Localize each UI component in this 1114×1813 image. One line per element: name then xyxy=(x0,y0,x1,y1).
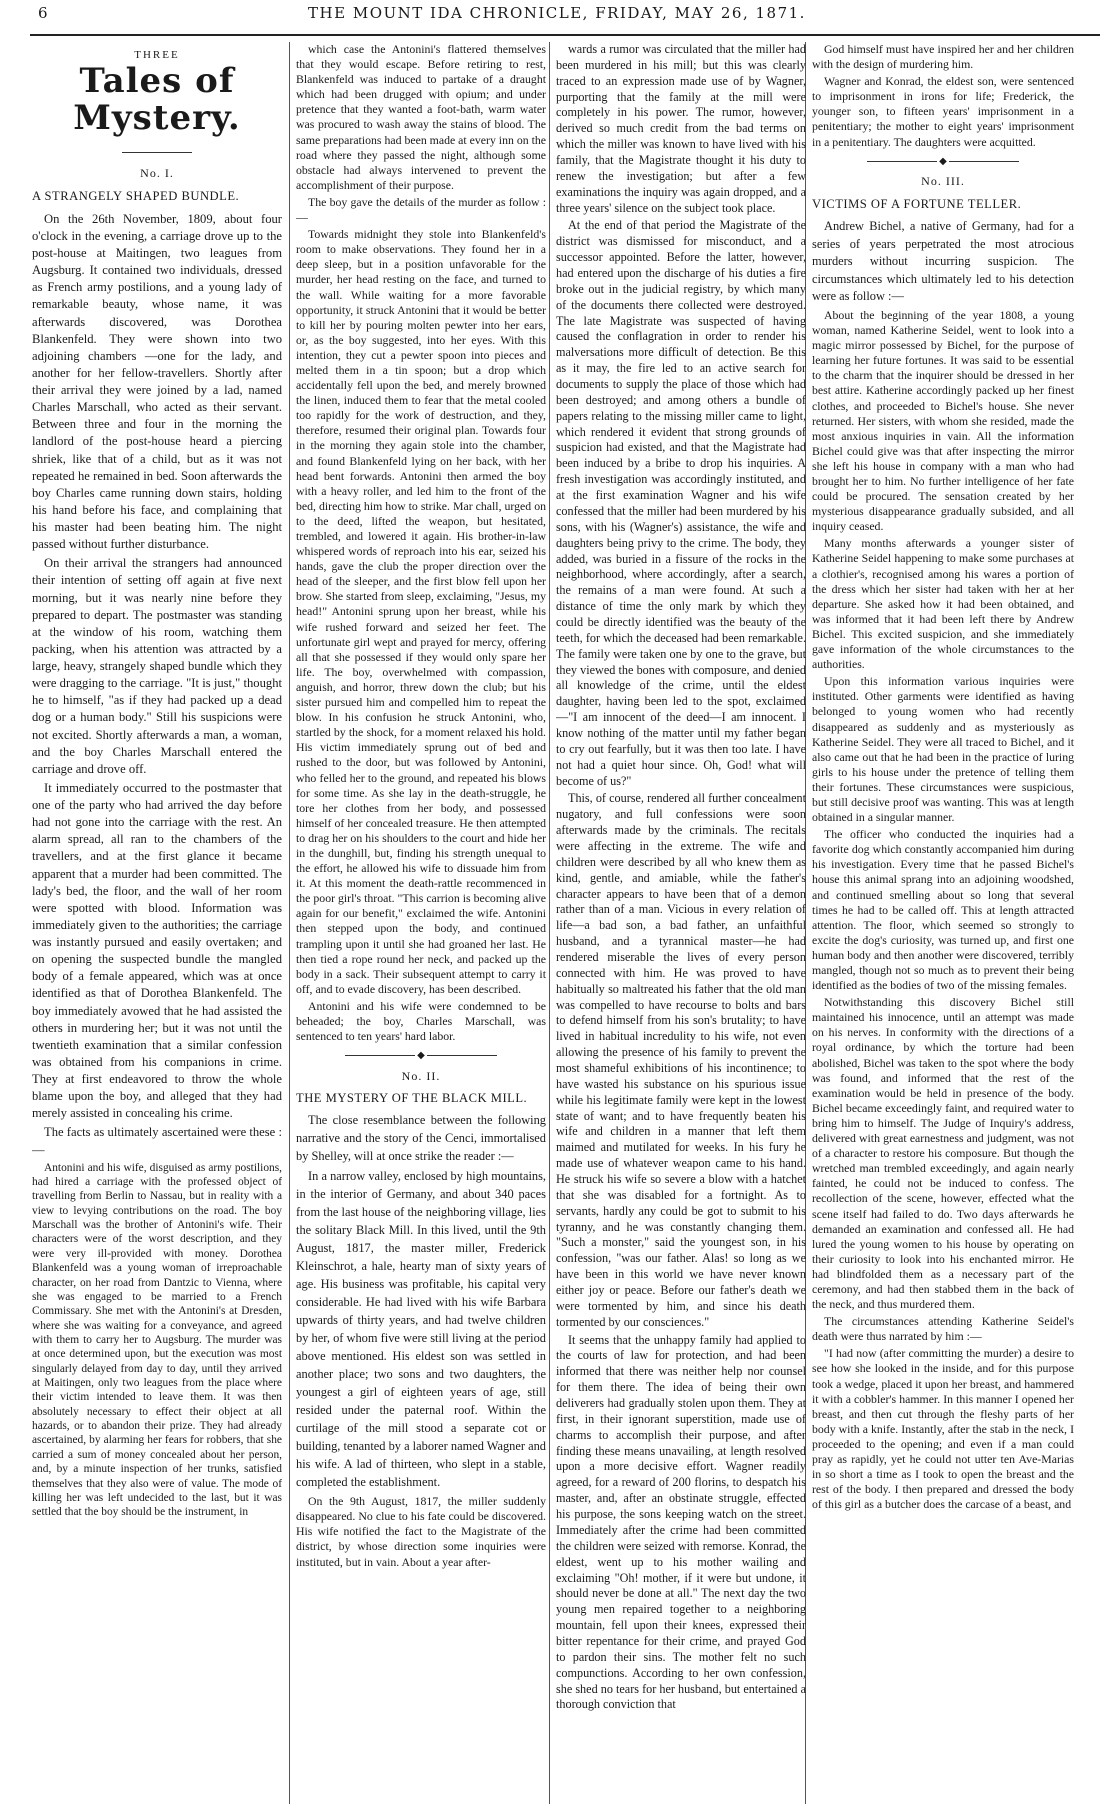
ornament-divider: ◆ xyxy=(812,156,1074,169)
story2-title: THE MYSTERY OF THE BLACK MILL. xyxy=(296,1091,528,1106)
masthead xyxy=(0,0,1114,30)
story1-paragraph: Antonini and his wife, disguised as army postilions, had hired a carriage with the professed object of travelling from Berlin to Nassau, but in reality with a view to levying contributions on the road. The boy Marschall was the brother of Antonini's wife. Their characters were of the worst description, and they were very ill-provided with money. Dorothea Blankenfeld was a young woman of irreproachable character, on her road from Dantzic to Vienna, where she was engaged to be married to a French Commissary. She met with the Antonini's at Dresden, where she was waiting for a conveyance, and agreed with them to carry her to Augsburg. The murder was at once determined upon, but the execution was most singularly delayed from day to day, until they arrived at Maitingen, only two leagues from the place where their victim intended to leave them. It was then absolutely necessary to effect their object at all hazards, or to abandon their prize. They had already ascertained, by alarming her fears for robbers, that she carried a sum of money concealed about her person, and, by a minute inspection of her trunks, satisfied themselves that they also were of value. The mode of killing her was left undecided to the last, but it was settled that the boy should be the instrument, in xyxy=(32,1161,282,1519)
column-2 xyxy=(296,42,546,1804)
story3-paragraph: "I had now (after committing the murder) a desire to see how she looked in the inside, and for this purpose took a wedge, placed it upon her breast, and hammered it with a cobbler's hammer. In this manner I opened her breast, and then cut through the fleshy parts of her body with a knife. Instantly, after the stab in the neck, I proceeded to the opening; and even if a man could pray as rapidly, yet he could not utter ten Ave-Marias in so short a time as I took to open the breast and the rest of the body. I then prepared and dressed the body of this girl as a butcher does the carcase of a beast, and xyxy=(812,1346,1074,1512)
story1-paragraph: On their arrival the strangers had announced their intention of setting off again at five next morning, but it was nearly nine before they prepared to depart. The postmaster was standing at the window of his room, watching them packing, when his attention was attracted by a large, heavy, strangely shaped bundle which they were dragging to the carriage. "It is just," thought he to himself, "as if they had packed up a dead dog or a human body." Still his suspicions were not excited. Shortly afterwards a man, a woman, and the boy Charles Marschall entered the carriage and drove off. xyxy=(32,556,282,776)
page-number: 6 xyxy=(38,4,48,22)
story3-paragraph: The circumstances attending Katherine Seidel's death were thus narrated by him :— xyxy=(812,1314,1074,1344)
story1-paragraph: The boy gave the details of the murder as follow :— xyxy=(296,194,546,225)
column-1 xyxy=(32,42,282,1804)
running-head: THE MOUNT IDA CHRONICLE, FRIDAY, MAY 26, 1871. xyxy=(308,4,806,22)
ornament-divider: ◆ xyxy=(296,1050,546,1063)
story2-paragraph: At the end of that period the Magistrate of the district was dismissed for misconduct, and a successor appointed. Before the latter, however, had entered upon the discharge of his duties a fire broke out in the judicial registry, by which many of the documents there collected were destroyed. The late Magistrate was suspected of having caused the conflagration in order to render his malversations more difficult of detection. Be this as it may, the fire led to an active search for documents to supply the place of those which had been destroyed; and among others a bundle of papers relating to the missing miller came to light, which rendered it evident that strong grounds of suspicion had existed, and that the Magistrate had been induced by a bribe to drop his inquiries. A fresh investigation was accordingly instituted, and at the first examination Wagner and his wife confessed that the miller had been murdered by his sons, with his (Wagner's) assistance, the wife and daughters being privy to the crime. The body, they added, was buried in a fissure of the rocks in the neighborhood, where accordingly, after a search, the remains of a man were found. At such a distance of time the only mark by which they could be directly identified was the beauty of the teeth, for which the deceased had been remarkable. The family were taken one by one to the grave, but they viewed the bones with composure, and denied all knowledge of the crime, until the eldest daughter, having been led to the spot, exclaimed—"I am innocent of the deed—I am innocent. I know nothing of the matter until my father began to cry out fearfully, but it was then too late. I have not had a quiet hour since. Oh, God! what will become of us?" xyxy=(556,218,806,788)
story3-paragraph: About the beginning of the year 1808, a young woman, named Katherine Seidel, went to look into a magic mirror possessed by Bichel, for the purpose of learning her future fortunes. It was said to be essential to the charm that the inquirer should be dressed in her best attire. Katherine accordingly packed up her finest clothes, and proceeded to Bichel's house. She never returned. Her sisters, with whom she resided, made the most anxious inquiries in vain. All the information Bichel could give was that after inspecting the mirror she left his house in company with a man who had brought her to him. No further intelligence of her fate could be procured. The sensation created by her mysterious disappearance gradually subsided, and all inquiry ceased. xyxy=(812,307,1074,534)
story1-paragraph: Towards midnight they stole into Blankenfeld's room to make observations. They found her in a deep sleep, but in a position unfavorable for the murder, her head resting on the face, and turned to the wall. While waiting for a more favorable opportunity, it struck Antonini that it would be better to kill her by pouring molten pewter into her ears, or, as the boy suggested, into her eyes. With this intention, they cut a pewter spoon into pieces and melted them in a tin spoon; but a drop which accidentally fell upon the bed, and merely browned the linen, induced them to fear that the metal cooled too rapidly for the work of destruction, and they, therefore, resumed their original plan. Towards four in the morning they again stole into the chamber, and found Blankenfeld lying on her back, with her head bent forwards. Antonini then armed the boy with a heavy roller, and led him to the front of the bed, directing him how to strike. Mar chall, urged on to the deed, lifted the weapon, but hesitated, trembled, and lowered it again. His brother-in-law whispered words of reproach into his ear, seized his hands, gave the club the proper direction over the head of the sleeper, and the first blow fell upon her brow. She started from sleep, exclaiming, "Jesus, my head!" Antonini sprung upon her breast, while his wife rushed forward and seized her feet. The unfortunate girl wept and prayed for mercy, offering all that she possessed if they would only spare her life. The boy, overwhelmed with compassion, anguish, and horror, threw down the club; but his sister pursued him and compelled him to repeat the blow. In his confusion he struck Antonini, who, startled by the shock, for a moment relaxed his hold. His victim immediately sprung out of bed and rushed to the door, but was followed by Antonini, who felled her to the ground, and repeated his blows for some time. As she lay in the death-struggle, he tore her clothes from her body, and possessed himself of her concealed treasure. He then attempted to drag her on his shoulders to the court and hide her in the dunghill, but, finding his strength unequal to the effort, he allowed his wife to dissuade him from it. At this moment the death-rattle recommenced in the poor girl's throat. "This carrion is becoming alive again for our benefit," exclaimed the wife. Antonini then stepped upon the body, and continued trampling upon it until she had groaned her last. He then tied a rope round her neck, and packed up the body in a sack. Their subsequent attempt to carry it off, and to evade discovery, has been described. xyxy=(296,227,546,996)
story3-paragraph: Andrew Bichel, a native of Germany, had for a series of years perpetrated the most atrocious murders without incurring suspicion. The circumstances which ultimately led to his detection were as follow :— xyxy=(812,218,1074,304)
story1-paragraph: Antonini and his wife were condemned to be beheaded; the boy, Charles Marschall, was sentenced to ten years' hard labor. xyxy=(296,998,546,1044)
story2-number: No. II. xyxy=(401,1068,441,1083)
story1-paragraph: The facts as ultimately ascertained were these :— xyxy=(32,1125,282,1157)
story3-title: VICTIMS OF A FORTUNE TELLER. xyxy=(812,196,1022,211)
story1-title: A STRANGELY SHAPED BUNDLE. xyxy=(32,188,240,203)
story3-paragraph: Notwithstanding this discovery Bichel still maintained his innocence, until an attempt was made on his nerves. In conformity with the directions of a royal ordinance, by which the torture had been abolished, Bichel was taken to the spot where the body was found, and informed that the rest of the examination would be held in presence of the body. Bichel became exceedingly faint, and required water to bring him to himself. The Judge of Inquiry's address, delivered with great earnestness and judgment, was not of a character to restore his composure. But though the wretched man trembled exceedingly, and again nearly fainted, he could not be induced to confess. The recollection of the scene, however, effected what the scene itself had failed to do. Two days afterwards he demanded an examination and confessed all. He had lured the young women to his house by operating on their curiosity to look into his enchanted mirror. He had blindfolded them as a necessary part of the ceremony, and had then stabbed them in the back of the neck, and thus murdered them. xyxy=(812,995,1074,1312)
story1-paragraph: It immediately occurred to the postmaster that one of the party who had arrived the day before had not gone into the carriage with the rest. An alarm spread, all ran to the chambers of the travellers, and at the first glance it became apparent that a murder had been committed. The lady's bed, the floor, and the wall of her room were spotted with blood. Information was immediately given to the authorities; the carriage was instantly pursued and easily overtaken; and on opening the suspected bundle the mangled body of a female appeared, which was at once identified as that of Dorothea Blankenfeld. The boy immediately avowed that he had assisted the others in murdering her; but it was not until the twentieth examination that a similar confession was obtained from his companions in crime. They at first endeavored to throw the whole blame upon the boy, and alleged that they had merely assisted in concealing his crime. xyxy=(32,780,282,1121)
story2-paragraph: wards a rumor was circulated that the miller had been murdered in his mill; but this was clearly traced to an expression made use of by Wagner, purporting that the family at the mill were completely in his power. The rumor, however, derived so much credit from the bad terms on which the miller was known to have lived with his family, that the Magistrate thought it his duty to renew the investigation; but after a few examinations the inquiry was again dropped, and a three years' silence on the subject took place. xyxy=(556,42,806,215)
column-4 xyxy=(812,42,1074,1804)
story2-paragraph: On the 9th August, 1817, the miller suddenly disappeared. No clue to his fate could be discovered. His wife notified the fact to the Magistrate of the district, by whose direction some inquiries were instituted, but in vain. About a year after- xyxy=(296,1494,546,1569)
story2-paragraph: This, of course, rendered all further concealment nugatory, and full confessions were soon afterwards made by the criminals. The recitals were affecting in the extreme. The wife and children were described by all who knew them as kind, gentle, and amiable, while the father's character appears to have been that of a demon rather than of a man. Vicious in every relation of life—a bad son, a bad father, an unfaithful husband, and a tyrannical master—he had rendered miserable the lives of every person connected with him. He was proved to have habitually so maltreated his father that the old man was compelled to have recourse to bolts and bars to defend himself from his son's brutality; to have lived in habitual incredulity to his wife, not even allowing the presence of his family to prevent the most shameful exhibitions of his incontinence; to have wasted his substance on his spurious issue while his legitimate family were kept in the lowest state of want; and to have frequently beaten his wife and children in a manner that left them maimed and mutilated for weeks. In his fury he made use of whatever weapon came to his hand. He struck his wife so severe a blow with a hatchet that she was disabled for a fortnight. As to servants, hardly any could be got to submit to his tyranny, and he was constantly changing them. "Such a monster," said the youngest son, in his confession, "was our father. Alas! so long as we have been in this world we have never known either joy or peace. Before our father's death we were tormented by him, and since his death tormented by our consciences." xyxy=(556,791,806,1329)
series-kicker: THREE xyxy=(134,49,180,61)
story3-paragraph: Many months afterwards a younger sister of Katherine Seidel happening to make some purchases at a clothier's, recognised among his wares a portion of the dress which her sister had taken with her at her departure. She asked how it had been obtained, and was informed that it had been left there by Andrew Bichel. This excited suspicion, and she immediately gave information of the whole circumstances to the authorities. xyxy=(812,536,1074,672)
ornament-divider xyxy=(32,146,282,160)
column-3 xyxy=(556,42,806,1804)
story1-paragraph: On the 26th November, 1809, about four o'clock in the evening, a carriage drove up to the post-house at Maitingen, two leagues from Augsburg. It contained two individuals, dressed as French army postilions, and a young lady of remarkable beauty, whose name, it was afterwards discovered, was Dorothea Blankenfeld. They were shown into two adjoining chambers —one for the lady, and another for her fellow-travellers. Shortly after their arrival they were joined by a lad, named Charles Marschall, who acted as their servant. Between three and four in the morning the landlord of the post-house heard a piercing shriek, like that of a child, but as it was not repeated he remained in bed. Soon afterwards the boy Charles came running down stairs, holding his hand before his face, and complaining that his master had been beating him. The night passed without further disturbance. xyxy=(32,211,282,552)
column-divider xyxy=(289,42,290,1804)
story2-paragraph: It seems that the unhappy family had applied to the courts of law for protection, and had been informed that there was neither help nor counsel for them there. The idea of being their own deliverers had gradually stolen upon them. They at first, in their ignorant superstition, made use of charms to accomplish their purpose, and after finding these means unavailing, at length resolved upon a more decisive effort. Wagner readily agreed, for a reward of 200 florins, to despatch his master, and, after an obstinate struggle, effected his purpose, the sons keeping watch on the street. Immediately after the crime had been committed the children were seized with remorse. Konrad, the eldest, went up to his mother wailing and exclaiming "Oh! mother, if it were but undone, it should never be done at all." The next day the two young men repaired together to a neighboring mountain, fell upon their knees, expressed their bitter repentance for their crime, and prayed God to pardon their sins. The mother felt no such compunctions. According to her own confession, she shed no tears for her husband, but entertained a thorough conviction that xyxy=(556,1332,806,1712)
masthead-rule xyxy=(30,34,1100,36)
column-divider xyxy=(549,42,550,1804)
story2-paragraph: Wagner and Konrad, the eldest son, were sentenced to imprisonment in irons for life; Frederick, the younger son, to fifteen years' imprisonment in a penitentiary; the mother to eight years' imprisonment in a penitentiary. The daughters were acquitted. xyxy=(812,74,1074,149)
story1-number: No. I. xyxy=(140,166,174,181)
story2-paragraph: The close resemblance between the following narrative and the story of the Cenci, immortalised by Shelley, will at once strike the reader :— xyxy=(296,1113,546,1164)
story3-paragraph: The officer who conducted the inquiries had a favorite dog which constantly accompanied him during his investigation. Every time that he passed Bichel's house this animal sprang into an adjoining woodshed, and continued smelling about so long that several times he had to be called off. This at length attracted attention. The floor, which seemed so strongly to excite the dog's curiosity, was turned up, and first one human body and then another were discovered, terribly mangled, though not so much as to prevent their being identified as the bodies of two of the missing females. xyxy=(812,827,1074,993)
series-title: Tales of Mystery. xyxy=(73,60,241,139)
story1-paragraph: which case the Antonini's flattered themselves that they would escape. Before retiring to rest, Blankenfeld was induced to partake of a draught which had been drugged with opium; and under pretence that they wanted a foot-bath, warm water was procured to wash away the stains of blood. The same preparations had been made at every inn on the road where they passed the night, although some obstacle had always intervened to prevent the accomplishment of their purpose. xyxy=(296,42,546,192)
story2-paragraph: God himself must have inspired her and her children with the design of murdering him. xyxy=(812,42,1074,72)
story3-number: No. III. xyxy=(921,174,965,189)
story2-paragraph: In a narrow valley, enclosed by high mountains, in the interior of Germany, and about 340 paces from the last house of the neighboring village, lies the solitary Black Mill. In this lived, until the 9th August, 1817, the master miller, Frederick Kleinschrot, a hale, hearty man of sixty years of age. His business was profitable, his capital very considerable. He had lived with his wife Barbara upwards of thirty years, and had twelve children by her, of whom five were still living at the period above mentioned. His eldest son was settled in another place; two sons and two daughters, the youngest a girl of eighteen years of age, still resided under the paternal roof. Within the curtilage of the mill stood a separate cot or building, tenanted by a laborer named Wagner and his wife. A lad of thirteen, who slept in a stable, completed the establishment. xyxy=(296,1169,546,1490)
story3-paragraph: Upon this information various inquiries were instituted. Other garments were identified as having belonged to young women who had recently disappeared as suddenly and as mysteriously as Katherine Seidel. They were all traced to Bichel, and it also came out that he had been in the practice of luring girls to his house under the pretence of telling them their fortunes. These circumstances were suspicious, but still decisive proof was wanting. This was at length obtained in a singular manner. xyxy=(812,674,1074,825)
